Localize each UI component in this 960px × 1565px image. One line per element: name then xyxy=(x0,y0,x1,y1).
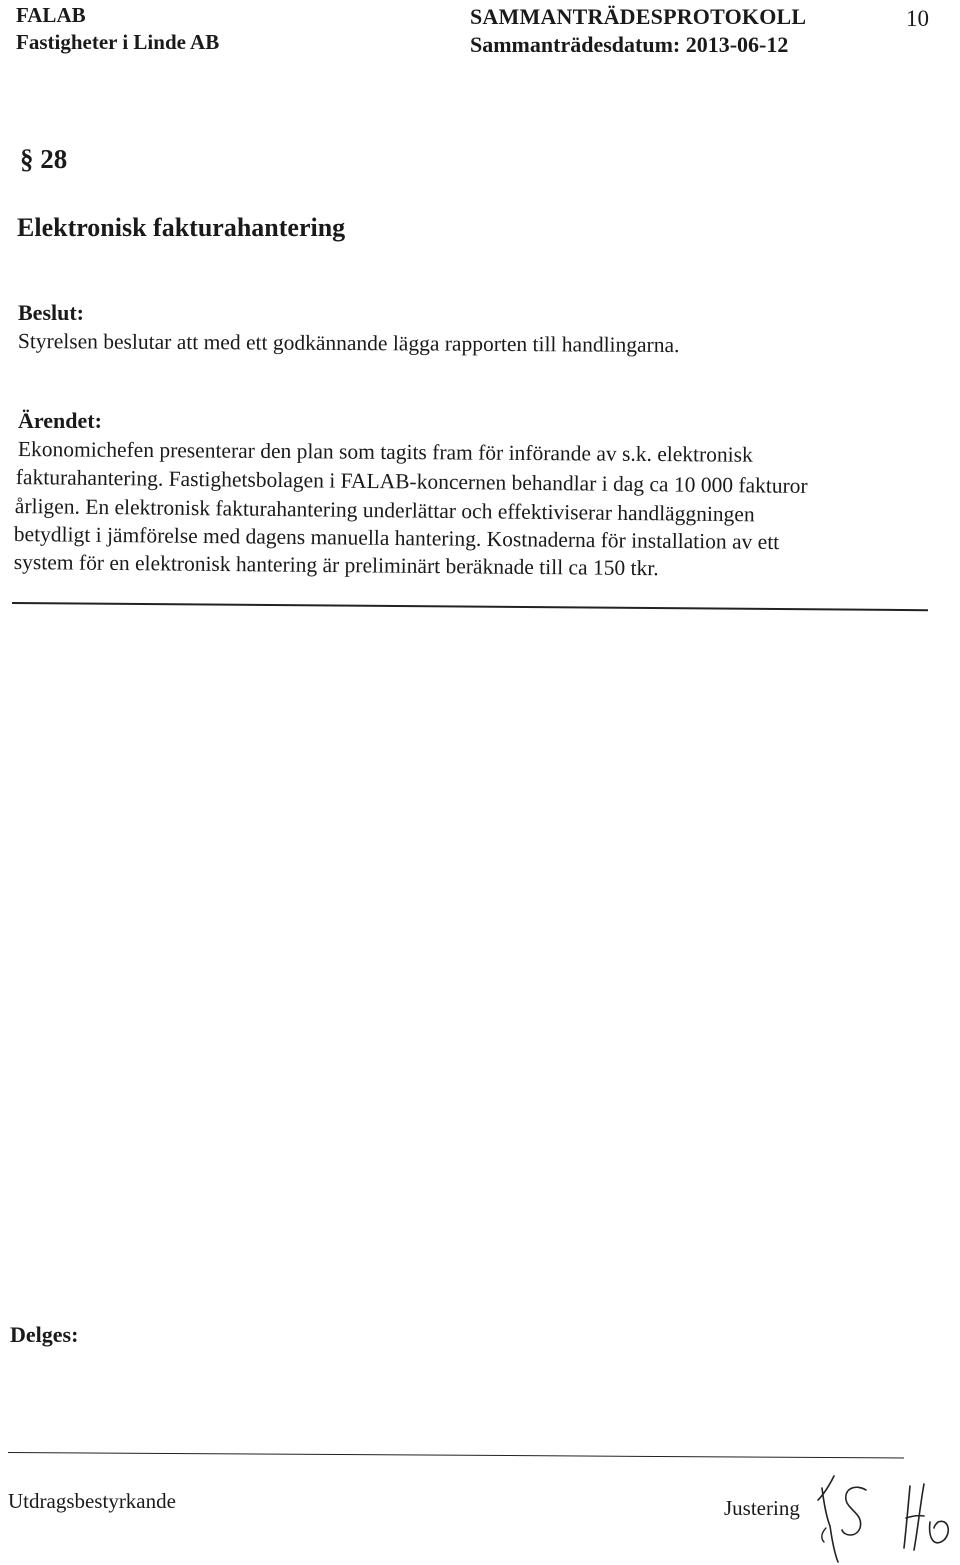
organization-name: FALAB xyxy=(16,3,86,27)
extract-certification-label: Utdragsbestyrkande xyxy=(8,1489,176,1513)
matter-line: fakturahantering. Fastighetsbolagen i FALAB-koncernen behandlar i dag ca 10 000 fakturor xyxy=(15,464,808,498)
signature-initials-2 xyxy=(896,1478,958,1558)
matter-line: årligen. En elektronisk fakturahantering underlättar och effektiviserar handläggningen xyxy=(14,493,755,527)
verification-label: Justering xyxy=(724,1496,800,1520)
signature-initials-1 xyxy=(808,1470,878,1565)
page-number: 10 xyxy=(906,6,929,31)
footer-divider xyxy=(8,1452,904,1458)
matter-line: Ekonomichefen presenterar den plan som tagits fram för införande av s.k. elektronisk xyxy=(17,436,753,467)
decision-label: Beslut: xyxy=(18,300,84,325)
matter-label: Ärendet: xyxy=(18,408,102,433)
meeting-date: Sammanträdesdatum: 2013-06-12 xyxy=(470,32,789,57)
matter-line: betydligt i jämförelse med dagens manuella hantering. Kostnaderna för installation av ett xyxy=(13,521,780,555)
document-type: SAMMANTRÄDESPROTOKOLL xyxy=(470,4,807,29)
section-title: Elektronisk fakturahantering xyxy=(17,213,346,242)
section-number: § 28 xyxy=(20,144,68,174)
decision-text: Styrelsen beslutar att med ett godkännande lägga rapporten till handlingarna. xyxy=(17,328,680,358)
organization-subtitle: Fastigheter i Linde AB xyxy=(16,30,220,54)
section-divider xyxy=(12,602,928,611)
distribution-label: Delges: xyxy=(10,1322,79,1347)
matter-line: system för en elektronisk hantering är preliminärt beräknade till ca 150 tkr. xyxy=(13,549,659,581)
